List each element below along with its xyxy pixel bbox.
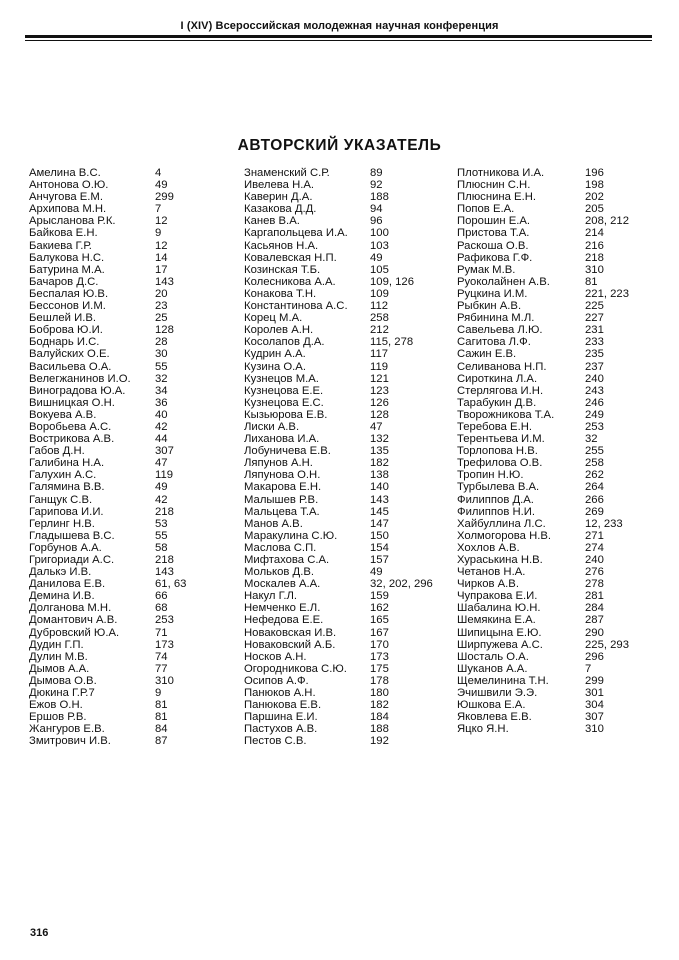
page-references: 240: [585, 372, 604, 385]
page-references: 269: [585, 505, 604, 518]
page-references: 103: [370, 239, 389, 252]
author-name: Григориади А.С.: [29, 554, 115, 566]
page-references: 243: [585, 384, 604, 397]
page-references: 150: [370, 529, 389, 542]
author-name: Домантович А.В.: [29, 614, 118, 627]
author-name: Юшкова Е.А.: [457, 699, 526, 712]
page-references: 7: [155, 203, 162, 216]
page-references: 218: [155, 554, 174, 566]
page-references: 96: [370, 215, 383, 228]
author-name: Боднарь И.С.: [29, 336, 100, 349]
header-rule-thin: [25, 40, 652, 41]
author-name: Амелина В.С.: [29, 167, 101, 179]
page-references: 128: [370, 408, 389, 421]
author-name: Анчугова Е.М.: [29, 191, 103, 204]
author-name: Рыбкин А.В.: [457, 300, 522, 313]
author-name: Чупракова Е.И.: [457, 590, 538, 603]
page-references: 157: [370, 554, 389, 566]
author-name: Терентьева И.М.: [457, 433, 545, 446]
page-references: 105: [370, 263, 389, 276]
author-name: Торлопова Н.В.: [457, 445, 538, 458]
page-references: 34: [155, 384, 168, 397]
page-references: 310: [585, 263, 604, 276]
page-references: 12: [155, 215, 168, 228]
page-references: 81: [155, 711, 168, 724]
page-references: 159: [370, 590, 389, 603]
author-name: Долганова М.Н.: [29, 602, 112, 615]
page-references: 109, 126: [370, 275, 414, 288]
page-references: 264: [585, 481, 604, 494]
author-name: Яковлева Е.В.: [457, 711, 532, 724]
author-name: Ширпужева А.С.: [457, 638, 543, 651]
page-references: 237: [585, 360, 604, 373]
page-references: 196: [585, 167, 604, 179]
page-references: 143: [155, 566, 174, 579]
author-name: Гладышева В.С.: [29, 529, 115, 542]
author-name: Творожникова Т.А.: [457, 408, 555, 421]
page-references: 218: [585, 251, 604, 264]
page-references: 53: [155, 517, 168, 530]
page-references: 89: [370, 167, 383, 179]
author-name: Лиски А.В.: [244, 420, 300, 433]
page-references: 32, 202, 296: [370, 578, 433, 591]
author-name: Ляпунова О.Н.: [244, 469, 321, 482]
author-name: Кудрин А.А.: [244, 348, 306, 361]
author-name: Руцкина И.М.: [457, 287, 528, 300]
author-name: Филиппов Н.И.: [457, 505, 536, 518]
author-name: Плотникова И.А.: [457, 167, 545, 179]
page-references: 188: [370, 191, 389, 204]
author-name: Герлинг Н.В.: [29, 517, 95, 530]
author-name: Панюков А.Н.: [244, 687, 316, 700]
author-name: Мальцева Т.А.: [244, 505, 320, 518]
page-references: 4: [155, 167, 162, 179]
author-name: Плюснин С.Н.: [457, 179, 531, 192]
page-references: 276: [585, 566, 604, 579]
page-references: 271: [585, 529, 604, 542]
page-references: 253: [585, 420, 604, 433]
author-name: Хайбуллина Л.С.: [457, 517, 546, 530]
author-name: Арысланова Р.К.: [29, 215, 116, 228]
page-references: 84: [155, 723, 168, 736]
page-references: 253: [155, 614, 174, 627]
page-references: 119: [155, 469, 174, 482]
page-references: 266: [585, 493, 604, 506]
page-references: 218: [155, 505, 174, 518]
page-references: 178: [370, 674, 389, 687]
page-references: 140: [370, 481, 389, 494]
author-name: Осипов А.Ф.: [244, 674, 309, 687]
author-name: Румак М.В.: [457, 263, 516, 276]
page-references: 165: [370, 614, 389, 627]
page-references: 36: [155, 396, 168, 409]
page-references: 9: [155, 687, 162, 700]
author-name: Бешлей И.В.: [29, 312, 97, 325]
page-references: 221, 223: [585, 287, 629, 300]
page-references: 128: [155, 324, 174, 337]
author-name: Горбунов А.А.: [29, 541, 102, 554]
author-name: Нефедова Е.Е.: [244, 614, 324, 627]
page-references: 170: [370, 638, 389, 651]
page-references: 109: [370, 287, 389, 300]
header-rule-thick: [25, 35, 652, 38]
author-name: Воробьева А.С.: [29, 420, 112, 433]
author-name: Вострикова А.В.: [29, 433, 115, 446]
page-references: 30: [155, 348, 168, 361]
author-name: Галибина Н.А.: [29, 457, 105, 470]
page-references: 214: [585, 227, 604, 240]
page-references: 307: [585, 711, 604, 724]
page-references: 49: [370, 251, 383, 264]
author-name: Батурина М.А.: [29, 263, 105, 276]
page-references: 212: [370, 324, 389, 337]
author-name: Дудин Г.П.: [29, 638, 84, 651]
author-name: Валуйских О.Е.: [29, 348, 110, 361]
page-references: 240: [585, 554, 604, 566]
author-name: Турбылева В.А.: [457, 481, 540, 494]
author-name: Каргапольцева И.А.: [244, 227, 348, 240]
author-name: Бакиева Г.Р.: [29, 239, 92, 252]
page-references: 49: [370, 566, 383, 579]
author-name: Плюснина Е.Н.: [457, 191, 537, 204]
page-references: 310: [155, 674, 174, 687]
page-references: 231: [585, 324, 604, 337]
author-name: Ганщук С.В.: [29, 493, 93, 506]
page-references: 12: [155, 239, 168, 252]
author-name: Порошин Е.А.: [457, 215, 531, 228]
author-name: Ляпунов А.Н.: [244, 457, 313, 470]
page-references: 40: [155, 408, 168, 421]
page-references: 258: [370, 312, 389, 325]
page-references: 49: [155, 179, 168, 192]
page-references: 117: [370, 348, 389, 361]
page-references: 154: [370, 541, 389, 554]
page-number: 316: [30, 927, 49, 939]
running-header: I (XIV) Всероссийская молодежная научная конференция: [180, 20, 499, 32]
page-references: 81: [585, 275, 598, 288]
author-name: Велегжанинов И.О.: [29, 372, 131, 385]
page-references: 227: [585, 312, 604, 325]
page-references: 58: [155, 541, 168, 554]
page-references: 162: [370, 602, 389, 615]
page-references: 47: [370, 420, 383, 433]
page-references: 17: [155, 263, 168, 276]
page-references: 44: [155, 433, 168, 446]
author-name: Рафикова Г.Ф.: [457, 251, 533, 264]
author-name: Мифтахова С.А.: [244, 554, 330, 566]
author-name: Вокуева А.В.: [29, 408, 97, 421]
page-references: 175: [370, 662, 389, 675]
page-references: 249: [585, 408, 604, 421]
page-references: 28: [155, 336, 168, 349]
page-references: 192: [370, 735, 389, 748]
page-references: 49: [155, 481, 168, 494]
page-references: 123: [370, 384, 389, 397]
author-name: Москалев А.А.: [244, 578, 321, 591]
author-name: Архипова М.Н.: [29, 203, 107, 216]
author-name: Новаковская И.В.: [244, 626, 337, 639]
author-name: Попов Е.А.: [457, 203, 515, 216]
author-name: Шемякина Е.А.: [457, 614, 536, 627]
author-name: Новаковский А.Б.: [244, 638, 336, 651]
author-name: Филиппов Д.А.: [457, 493, 534, 506]
author-name: Ершов Р.В.: [29, 711, 87, 724]
author-name: Гарипова И.И.: [29, 505, 104, 518]
author-name: Мольков Д.В.: [244, 566, 315, 579]
page-title: АВТОРСКИЙ УКАЗАТЕЛЬ: [237, 137, 442, 154]
page-references: 225: [585, 300, 604, 313]
page-references: 143: [370, 493, 389, 506]
page-references: 143: [155, 275, 174, 288]
author-name: Накул Г.Л.: [244, 590, 298, 603]
author-name: Ковалевская Н.П.: [244, 251, 337, 264]
author-name: Хураськина Н.В.: [457, 554, 543, 566]
page-references: 262: [585, 469, 604, 482]
page-references: 87: [155, 735, 168, 748]
author-name: Лиханова И.А.: [244, 433, 320, 446]
author-name: Шосталь О.А.: [457, 650, 529, 663]
author-name: Ивелева Н.А.: [244, 179, 315, 192]
page-references: 145: [370, 505, 389, 518]
author-name: Далькэ И.В.: [29, 566, 92, 579]
page-references: 299: [155, 191, 174, 204]
page-references: 258: [585, 457, 604, 470]
author-name: Дымов А.А.: [29, 662, 90, 675]
page-references: 278: [585, 578, 604, 591]
page-references: 304: [585, 699, 604, 712]
author-name: Знаменский С.Р.: [244, 167, 330, 179]
author-name: Косолапов Д.А.: [244, 336, 325, 349]
page-references: 55: [155, 360, 168, 373]
page-references: 71: [155, 626, 168, 639]
page-references: 42: [155, 420, 168, 433]
page-references: 81: [155, 699, 168, 712]
author-name: Канев В.А.: [244, 215, 300, 228]
page-references: 135: [370, 445, 389, 458]
author-name: Ежов О.Н.: [29, 699, 83, 712]
author-name: Пастухов А.В.: [244, 723, 318, 736]
page-references: 307: [155, 445, 174, 458]
author-name: Яцко Я.Н.: [457, 723, 509, 736]
author-name: Галямина В.В.: [29, 481, 105, 494]
author-name: Кызьюрова Е.В.: [244, 408, 328, 421]
page-references: 119: [370, 360, 389, 373]
page-references: 12, 233: [585, 517, 623, 530]
author-name: Конакова Т.Н.: [244, 287, 317, 300]
page-references: 77: [155, 662, 168, 675]
author-name: Шипицына Е.Ю.: [457, 626, 542, 639]
author-name: Балукова Н.С.: [29, 251, 105, 264]
page-references: 202: [585, 191, 604, 204]
page-references: 208, 212: [585, 215, 629, 228]
page-references: 23: [155, 300, 168, 313]
author-name: Антонова О.Ю.: [29, 179, 109, 192]
author-name: Хохлов А.В.: [457, 541, 520, 554]
page-references: 20: [155, 287, 168, 300]
author-name: Жангуров Е.В.: [29, 723, 105, 736]
page-references: 32: [155, 372, 168, 385]
page-references: 184: [370, 711, 389, 724]
page-references: 61, 63: [155, 578, 187, 591]
author-name: Дюкина Г.Р.7: [29, 687, 95, 700]
page-references: 182: [370, 457, 389, 470]
author-name: Кузнецов М.А.: [244, 372, 319, 385]
page-references: 92: [370, 179, 383, 192]
author-name: Трефилова О.В.: [457, 457, 543, 470]
author-name: Чирков А.В.: [457, 578, 519, 591]
author-name: Тропин Н.Ю.: [457, 469, 524, 482]
page-references: 173: [370, 650, 389, 663]
page-references: 42: [155, 493, 168, 506]
page-references: 47: [155, 457, 168, 470]
author-name: Носков А.Н.: [244, 650, 307, 663]
page-references: 25: [155, 312, 168, 325]
author-name: Тарабукин Д.В.: [457, 396, 537, 409]
author-name: Четанов Н.А.: [457, 566, 526, 579]
page-references: 147: [370, 517, 389, 530]
author-name: Кузина О.А.: [244, 360, 306, 373]
page-references: 55: [155, 529, 168, 542]
author-name: Корец М.А.: [244, 312, 303, 325]
page-references: 284: [585, 602, 604, 615]
page-references: 299: [585, 674, 604, 687]
page-references: 301: [585, 687, 604, 700]
author-name: Беспалая Ю.В.: [29, 287, 109, 300]
author-name: Королев А.Н.: [244, 324, 314, 337]
page-references: 94: [370, 203, 383, 216]
page-references: 138: [370, 469, 389, 482]
page-references: 66: [155, 590, 168, 603]
author-name: Паршина Е.И.: [244, 711, 318, 724]
author-name: Боброва Ю.И.: [29, 324, 103, 337]
author-name: Касьянов Н.А.: [244, 239, 319, 252]
author-name: Пристова Т.А.: [457, 227, 530, 240]
author-name: Немченко Е.Л.: [244, 602, 321, 615]
page-references: 14: [155, 251, 168, 264]
page-references: 296: [585, 650, 604, 663]
author-name: Маракулина С.Ю.: [244, 529, 338, 542]
page-references: 132: [370, 433, 389, 446]
page-references: 225, 293: [585, 638, 629, 651]
page-references: 205: [585, 203, 604, 216]
page-references: 9: [155, 227, 162, 240]
page-references: 121: [370, 372, 389, 385]
author-name: Дубровский Ю.А.: [29, 626, 120, 639]
author-name: Панюкова Е.В.: [244, 699, 322, 712]
author-name: Данилова Е.В.: [29, 578, 106, 591]
page-references: 182: [370, 699, 389, 712]
page-references: 188: [370, 723, 389, 736]
author-name: Огородникова С.Ю.: [244, 662, 347, 675]
author-name: Вишницкая О.Н.: [29, 396, 115, 409]
page-references: 126: [370, 396, 389, 409]
author-name: Байкова Е.Н.: [29, 227, 98, 240]
author-name: Стерлягова И.Н.: [457, 384, 544, 397]
author-name: Габов Д.Н.: [29, 445, 85, 458]
author-name: Щемелинина Т.Н.: [457, 674, 549, 687]
page-references: 216: [585, 239, 604, 252]
author-name: Макарова Е.Н.: [244, 481, 322, 494]
author-name: Эчишвили Э.Э.: [457, 687, 538, 700]
page-references: 198: [585, 179, 604, 192]
page-references: 167: [370, 626, 389, 639]
author-name: Сироткина Л.А.: [457, 372, 538, 385]
page-references: 233: [585, 336, 604, 349]
author-name: Селиванова Н.П.: [457, 360, 547, 373]
author-name: Галухин А.С.: [29, 469, 97, 482]
author-name: Холмогорова Н.В.: [457, 529, 552, 542]
page-references: 246: [585, 396, 604, 409]
page-references: 255: [585, 445, 604, 458]
page-references: 281: [585, 590, 604, 603]
author-name: Демина И.В.: [29, 590, 95, 603]
author-name: Теребова Е.Н.: [457, 420, 533, 433]
author-name: Руоколайнен А.В.: [457, 275, 550, 288]
author-name: Рябинина М.Л.: [457, 312, 535, 325]
page-references: 180: [370, 687, 389, 700]
author-name: Шуканов А.А.: [457, 662, 528, 675]
page-references: 74: [155, 650, 168, 663]
page-references: 32: [585, 433, 598, 446]
author-name: Сажин Е.В.: [457, 348, 517, 361]
author-name: Кузнецова Е.Е.: [244, 384, 324, 397]
page-references: 310: [585, 723, 604, 736]
author-name: Каверин Д.А.: [244, 191, 313, 204]
author-name: Козинская Т.Б.: [244, 263, 321, 276]
author-name: Бессонов И.М.: [29, 300, 106, 313]
author-name: Кузнецова Е.С.: [244, 396, 324, 409]
author-name: Пестов С.В.: [244, 735, 307, 748]
page-references: 115, 278: [370, 336, 414, 349]
page-references: 68: [155, 602, 168, 615]
author-name: Лобуничева Е.В.: [244, 445, 331, 458]
author-name: Шабалина Ю.Н.: [457, 602, 541, 615]
author-name: Колесникова А.А.: [244, 275, 336, 288]
page-references: 287: [585, 614, 604, 627]
page-references: 274: [585, 541, 604, 554]
author-name: Виноградова Ю.А.: [29, 384, 126, 397]
author-name: Манов А.В.: [244, 517, 303, 530]
author-name: Казакова Д.Д.: [244, 203, 317, 216]
page-references: 112: [370, 300, 389, 313]
author-name: Дымова О.В.: [29, 674, 97, 687]
author-name: Малышев Р.В.: [244, 493, 319, 506]
author-name: Бачаров Д.С.: [29, 275, 99, 288]
author-name: Васильева О.А.: [29, 360, 112, 373]
page-references: 235: [585, 348, 604, 361]
author-name: Сагитова Л.Ф.: [457, 336, 531, 349]
page-references: 100: [370, 227, 389, 240]
page-references: 7: [585, 662, 592, 675]
author-name: Дулин М.В.: [29, 650, 88, 663]
page-references: 173: [155, 638, 174, 651]
page-references: 290: [585, 626, 604, 639]
author-name: Раскоша О.В.: [457, 239, 529, 252]
author-name: Змитрович И.В.: [29, 735, 111, 748]
author-name: Маслова С.П.: [244, 541, 317, 554]
author-name: Савельева Л.Ю.: [457, 324, 543, 337]
author-name: Константинова А.С.: [244, 300, 348, 313]
